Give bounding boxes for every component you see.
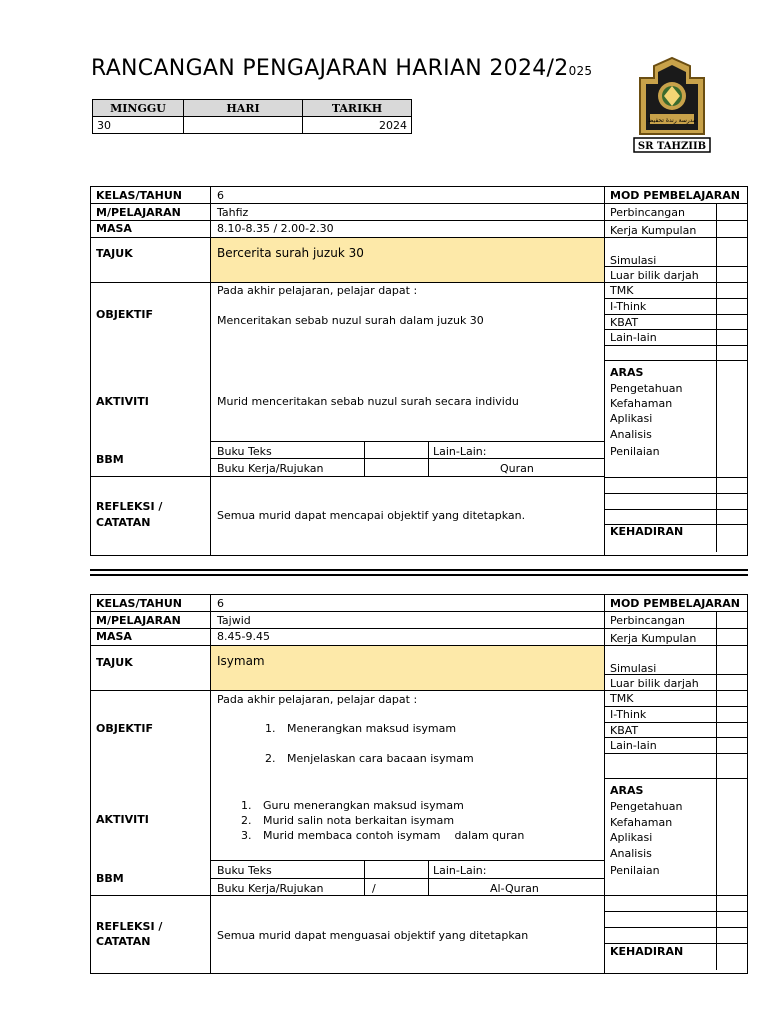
objektif-label: OBJEKTIF — [96, 722, 153, 735]
tajuk-label: TAJUK — [96, 247, 133, 260]
mp-label: M/PELAJARAN — [96, 614, 181, 627]
objektif-intro: Pada akhir pelajaran, pelajar dapat : — [217, 284, 418, 297]
school-logo — [632, 56, 712, 154]
mod-item: Perbincangan — [610, 206, 685, 219]
mod-item: Lain-lain — [610, 331, 657, 344]
bbm-buku-kerja: Buku Kerja/Rujukan — [217, 882, 324, 895]
mod-item: TMK — [610, 692, 634, 705]
logo-caption: SR TAHZIIB — [637, 141, 707, 152]
bbm-label: BBM — [96, 453, 124, 466]
mod-item: I-Think — [610, 708, 647, 721]
aktiviti-label: AKTIVITI — [96, 813, 149, 826]
aras-item: Pengetahuan — [610, 800, 683, 813]
bbm-lain-value: Al-Quran — [490, 882, 539, 895]
aras-item: Analisis — [610, 847, 652, 860]
mod-item: Luar bilik darjah — [610, 677, 699, 690]
mod-item: I-Think — [610, 300, 647, 313]
aras-item: Analisis — [610, 428, 652, 441]
tarikh-value: 2024 — [303, 117, 412, 134]
bbm-lain-label: Lain-Lain: — [433, 445, 487, 458]
mod-title: MOD PEMBELAJARAN — [610, 189, 740, 202]
objektif-intro: Pada akhir pelajaran, pelajar dapat : — [217, 693, 418, 706]
bbm-lain-label: Lain-Lain: — [433, 864, 487, 877]
week-table — [92, 99, 412, 134]
col-tarikh: TARIKH — [303, 100, 412, 117]
aras-item: Aplikasi — [610, 831, 653, 844]
kelas-label: KELAS/TAHUN — [96, 189, 183, 202]
objektif-label: OBJEKTIF — [96, 308, 153, 321]
aktiviti-item-num: 2. — [241, 814, 252, 827]
section-divider — [90, 574, 748, 576]
aktiviti-item-num: 1. — [241, 799, 252, 812]
aktiviti-item: Murid salin nota berkaitan isymam — [263, 814, 455, 827]
masa-label: MASA — [96, 630, 132, 643]
mod-item: Simulasi — [610, 662, 657, 675]
aras-title: ARAS — [610, 366, 644, 379]
refleksi-label-1: REFLEKSI / — [96, 920, 163, 933]
bbm-buku-kerja: Buku Kerja/Rujukan — [217, 462, 324, 475]
aras-title: ARAS — [610, 784, 644, 797]
aras-item: Pengetahuan — [610, 382, 683, 395]
refleksi-text: Semua murid dapat menguasai objektif yang ditetapkan — [217, 929, 529, 942]
tajuk-label: TAJUK — [96, 656, 133, 669]
mp-value: Tajwid — [217, 614, 251, 627]
bbm-buku-kerja-mark: / — [372, 882, 376, 895]
bbm-label: BBM — [96, 872, 124, 885]
tajuk-value: Isymam — [217, 654, 265, 668]
objektif-item-num: 1. — [265, 722, 276, 735]
mod-title: MOD PEMBELAJARAN — [610, 597, 740, 610]
masa-value: 8.45-9.45 — [217, 630, 270, 643]
mod-item: Kerja Kumpulan — [610, 632, 697, 645]
section-divider — [90, 569, 748, 571]
mp-value: Tahfiz — [217, 206, 249, 219]
refleksi-label-2: CATATAN — [96, 935, 151, 948]
mod-item: KBAT — [610, 724, 639, 737]
logo-arabic: مدرسة رندة تحفيظ — [647, 117, 697, 124]
bbm-buku-teks: Buku Teks — [217, 864, 272, 877]
tajuk-value: Bercerita surah juzuk 30 — [217, 246, 364, 260]
mod-item: Kerja Kumpulan — [610, 224, 697, 237]
col-minggu: MINGGU — [93, 100, 184, 117]
col-hari: HARI — [184, 100, 303, 117]
kelas-value: 6 — [217, 597, 224, 610]
mod-item: Lain-lain — [610, 739, 657, 752]
aras-item: Penilaian — [610, 445, 660, 458]
refleksi-label-2: CATATAN — [96, 516, 151, 529]
aras-item: Kefahaman — [610, 397, 673, 410]
aktiviti-item: Murid membaca contoh isymam dalam quran — [263, 829, 525, 842]
mod-item: Luar bilik darjah — [610, 269, 699, 282]
bbm-lain-value: Quran — [500, 462, 534, 475]
mod-item: Perbincangan — [610, 614, 685, 627]
page-title: RANCANGAN PENGAJARAN HARIAN 2024/2025 — [91, 56, 593, 81]
refleksi-label-1: REFLEKSI / — [96, 500, 163, 513]
mod-item: Simulasi — [610, 254, 657, 267]
mod-item: KBAT — [610, 316, 639, 329]
aktiviti-label: AKTIVITI — [96, 395, 149, 408]
kelas-value: 6 — [217, 189, 224, 202]
objektif-item: Menceritakan sebab nuzul surah dalam juzuk 30 — [217, 314, 484, 327]
aras-item: Aplikasi — [610, 412, 653, 425]
aktiviti-item: Guru menerangkan maksud isymam — [263, 799, 464, 812]
aktiviti-item: Murid menceritakan sebab nuzul surah secara individu — [217, 395, 519, 408]
kehadiran-label: KEHADIRAN — [610, 525, 684, 538]
objektif-item-num: 2. — [265, 752, 276, 765]
bbm-buku-teks: Buku Teks — [217, 445, 272, 458]
mod-item: TMK — [610, 284, 634, 297]
masa-label: MASA — [96, 222, 132, 235]
aras-item: Kefahaman — [610, 816, 673, 829]
aktiviti-item-num: 3. — [241, 829, 252, 842]
objektif-item: Menerangkan maksud isymam — [287, 722, 457, 735]
lesson-section-1 — [90, 186, 748, 556]
objektif-item: Menjelaskan cara bacaan isymam — [287, 752, 474, 765]
aras-item: Penilaian — [610, 864, 660, 877]
hari-value — [184, 117, 303, 134]
refleksi-text: Semua murid dapat mencapai objektif yang ditetapkan. — [217, 509, 526, 522]
kehadiran-label: KEHADIRAN — [610, 945, 684, 958]
masa-value: 8.10-8.35 / 2.00-2.30 — [217, 222, 334, 235]
lesson-section-2 — [90, 594, 748, 974]
mp-label: M/PELAJARAN — [96, 206, 181, 219]
kelas-label: KELAS/TAHUN — [96, 597, 183, 610]
minggu-value: 30 — [93, 117, 184, 134]
